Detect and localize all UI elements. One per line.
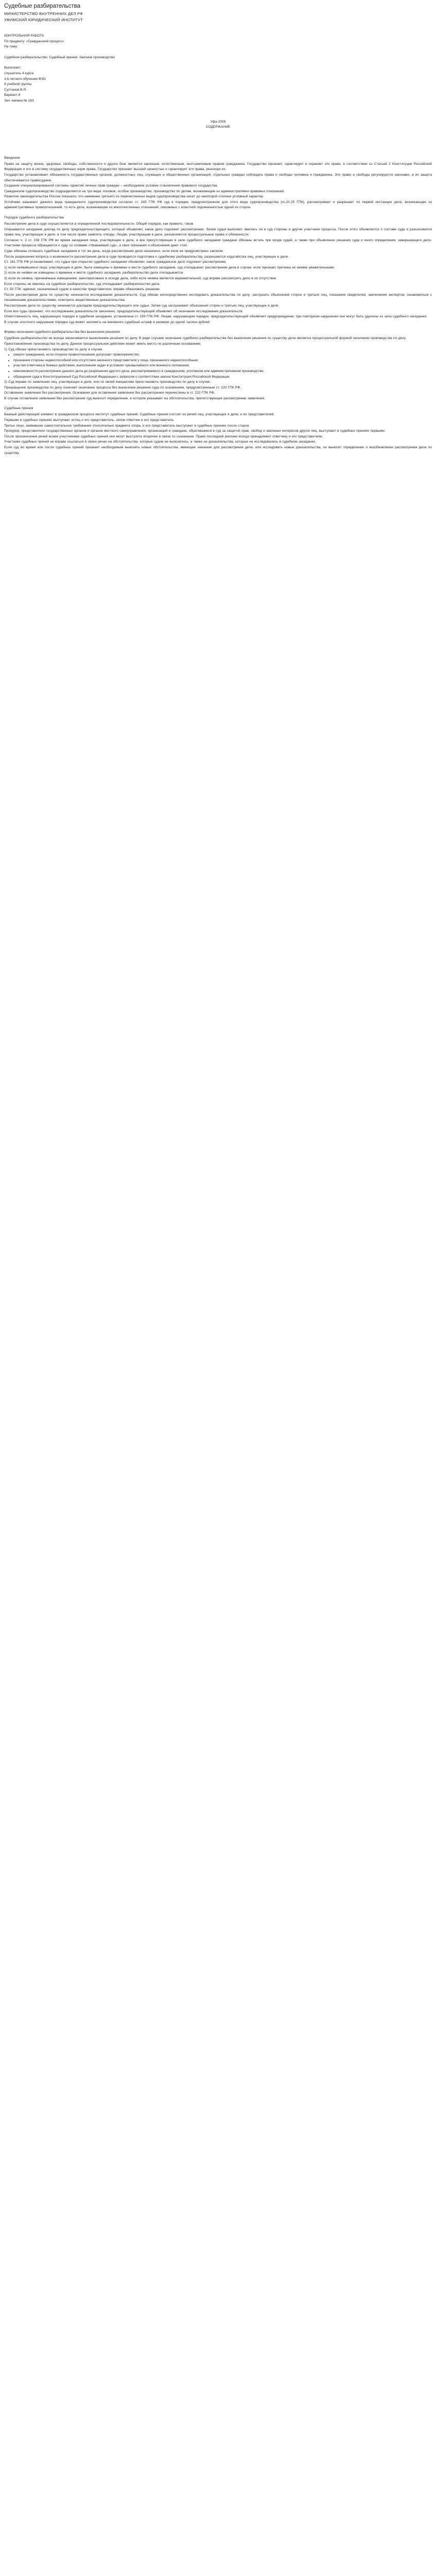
section-heading: Формы окончания судебного разбирательства без вынесения решения	[4, 330, 120, 334]
contents-heading: СОДЕРЖАНИЕ	[205, 125, 231, 129]
topic-label: На тему:	[4, 45, 18, 49]
paragraph: Оставление заявления без рассмотрения. Основания для оставления заявления без рассмотрения перечислены в ст. 222 ГПК РФ.	[4, 391, 215, 395]
paragraph: Ответственность лиц, нарушающих порядок в судебном заседании, установлена ст. 159 ГПК РФ. Лицам, нарушающим порядок, председательствующий объявляет предупреждение; при повторном нарушении они могут быть удалены из зала судебного заседания.	[4, 315, 427, 319]
paragraph: В случае оставления заявления без рассмотрения суд выносит определение, в котором указывает на обстоятельства, препятствующие рассмотрению заявления.	[4, 396, 265, 400]
course-line: 3,6 летнего обучения ФЗО	[4, 77, 46, 81]
student-line: слушатель 4 курса	[4, 71, 34, 75]
performed-label: Выполнил:	[4, 66, 22, 70]
paragraph: Устойчиво называют данного вида гражданского судопроизводства согласно ст. 245 ГПК РФ суд в порядке, предусмотренном для этого вида судопроизводства (гл.22-25 ГПК), рассматривает и разрешает по первой инстанции дела, возникающие из административных правоотношений, то есть дела, возникающие из многочисленных отношений, связанных с властной подчиненностью одной из сторон.	[4, 200, 432, 210]
document-page	[0, 0, 436, 456]
student-name: Султанов В.Я.	[4, 88, 27, 92]
institute-heading: УФИМСКИЙ ЮРИДИЧЕСКИЙ ИНСТИТУТ	[4, 18, 83, 22]
paragraph: Суды обязаны оглашать судебные заседания в тот же день, когда рассмотрение дела назначено, если иное не предусмотрено законом.	[4, 249, 224, 253]
paragraph: Согласно ч. 2 ст. 158 ГПК РФ во время заседания лица, участвующие в деле, и все присутствующие в зале судебного заседания граждане обязаны встать при входе судей, а также при объявлении решения суда и иного определения, завершающего дело. Участники процесса обращаются к суду со словами «Уважаемый суд», а свои показания и объяснения дают стоя.	[4, 238, 432, 248]
paragraph: 2) Суд вправе по заявлению лиц, участвующих в деле, или по своей инициативе приостановить производство по делу в случае:	[4, 380, 211, 384]
paragraph: 1) Суд обязан приостановить производство по делу в случае:	[4, 347, 103, 351]
paragraph: После разрешения вопроса о возможности рассмотрения дела в суде проводится подготовка к судебному разбирательству, разрешаются ходатайства лиц, участвующих в деле.	[4, 255, 289, 259]
paragraph: Ст. 161 ГПК РФ устанавливает, что судья при открытии судебного заседания объявляет, какое гражданское дело подлежит рассмотрению.	[4, 260, 227, 264]
section-heading: Порядок судебного разбирательства	[4, 216, 64, 220]
paragraph: Рассмотрение дела в суде осуществляется в определенной последовательности. Общий порядок, как правило, таков.	[4, 222, 195, 226]
list-item: • участия ответчика в боевых действиях, выполнения задач в условиях чрезвычайного или военного положения;	[13, 363, 432, 369]
record-book-line: Зач. книжка № 163	[4, 98, 34, 103]
variant-line: Вариант 6	[4, 93, 21, 97]
bullet-list	[4, 352, 432, 380]
list-item: • невозможности рассмотрения данного дела до разрешения другого дела, рассматриваемого в гражданском, уголовном или административном производстве;	[13, 369, 432, 375]
paragraph: Участники судебных прений не вправе ссылаться в своих речах на обстоятельства, которые судом не выяснялись, а также на доказательства, которые не исследовались в судебном заседании.	[4, 440, 316, 444]
paragraph: 2) если их неявки не извещены о времени и месте судебного заседания, разбирательство дела откладывается.	[4, 271, 184, 275]
subject-line: По предмету: «Гражданский процесс»	[4, 39, 64, 43]
paragraph: Важный действующий элемент в гражданском процессе институт судебных прений. Судебные прения состоят из речей лиц, участвующих в деле, и их представителей.	[4, 413, 275, 417]
paragraph: 1) если неявившиеся лица, участвующие в деле, были извещены о времени и месте судебного заседания, суд откладывает рассмотрение дела в случае, если признает причины их неявки уважительными;	[4, 265, 335, 269]
document-title: Судебные разбирательства	[4, 3, 81, 9]
paragraph: 3) если их неявка, причинённые извещением, заинтересовано в исходе дела, либо если неявка является неуважительной, суд вправе рассмотреть дело в их отсутствие.	[4, 277, 277, 280]
group-line: 8 учебной группы	[4, 82, 32, 87]
paragraph: Открывается заседание доклад по делу председательствующего, который объявляет, какое дело подлежит рассмотрению. Затем судья выясняет, явились ли в суд стороны и другие участники процесса. После этого объявляется о составе суда и разъясняются права лиц, участвующих в деле, в том числе право заявлять отводы. Лицам, участвующим в деле, разъясняются процессуальные права и обязанности.	[4, 227, 432, 237]
paragraph: Первыми в судебных прениях выступают истец и его представитель, затем ответчик и его представитель.	[4, 418, 175, 422]
paragraph: Если стороны не явились на судебное разбирательство, суд откладывает разбирательство дела.	[4, 282, 161, 286]
paragraph: Судебное разбирательство не всегда заканчивается вынесением решения по делу. В ряде случаев окончание судебного разбирательства без вынесения решения по существу дела является процессуальной формой окончания производства по делу.	[4, 336, 407, 341]
paragraph: Рассмотрение дела по существу начинается докладом председательствующего или судьи. Затем суд заслушивает объяснения сторон и третьих лиц, участвующих в деле.	[4, 303, 280, 308]
section-heading: Судебные прения	[4, 406, 33, 411]
list-item: • смерти гражданина, если спорное правоотношение допускает правопреемство;	[13, 352, 432, 358]
city-year: Уфа 2005	[210, 120, 226, 124]
paragraph: Если все суды признают, что исследование доказательств закончено, председательствующий объявляет об окончании исследования доказательств.	[4, 309, 243, 313]
paragraph: После рассмотрения дела по существу начинается исследование доказательств. Суд обязан непосредственно исследовать доказательства по делу: заслушать объяснения сторон и третьих лиц, показания свидетелей, заключения экспертов, ознакомиться с письменными доказательствами, осмотреть вещественные доказательства.	[4, 293, 432, 302]
paragraph: Прокурор, представители государственных органов и органов местного самоуправления, организаций и граждане, обратившиеся в суд за защитой прав, свобод и законных интересов других лиц, выступают в судебных прениях первыми.	[4, 429, 386, 433]
topic-name: Судебное разбирательство. Судебный прения. Заочное производство	[4, 55, 115, 59]
list-item: • обращения суда в Конституционный Суд Российской Федерации с запросом о соответствии закона Конституции Российской Федерации.	[13, 375, 432, 380]
paragraph: Право на защиту жизни, здоровья, свободы, собственности и других благ является законным, естественным, неотъемлемым правом гражданина. Государство признает, гарантирует и охраняет это право, в соответствии со Статьей 2 Конституции Российской Федерации и его в систему государственных норм права. Государство признает высшей ценностью и гарантирует эти права, реализуя их.	[4, 162, 432, 172]
paragraph: Прекращение производства по делу означает окончание процесса без вынесения решения суда по основаниям, предусмотренным ст. 220 ГПК РФ.	[4, 385, 241, 389]
paragraph: После произнесения речей всеми участниками судебных прений они могут выступить вторично в связи со сказанным. Право последней реплики всегда принадлежит ответчику и его представителю.	[4, 434, 323, 438]
ministry-heading: МИНИСТЕРСТВО ВНУТРЕННИХ ДЕЛ РФ	[4, 11, 83, 16]
work-type: КОНТРОЛЬНАЯ РАБОТА	[4, 34, 44, 38]
paragraph: Если суд во время или после судебных прений признает необходимым выяснить новые обстоятельства, имеющие значение для рассмотрения дела, или исследовать новые доказательства, он выносит определение о возобновлении рассмотрения дела по существу.	[4, 446, 432, 455]
paragraph: Гражданское судопроизводство подразделяется на три вида: исковое, особое производство, производство по делам, возникающим из административно-правовых отношений.	[4, 189, 285, 193]
paragraph: Государство устанавливает обязанность государственных органов, должностных лиц, служащих и общественных организаций, отдельных граждан соблюдать права и свободы человека и гражданина. Это право и свободы регулируются законами, а их защита обеспечивается правосудием.	[4, 173, 432, 182]
paragraph: Третье лицо, заявившее самостоятельное требование относительно предмета спора, и его представитель выступают в судебных прениях после сторон.	[4, 423, 250, 428]
paragraph: Ст. 50 ГПК: адвокат, назначенный судом в качестве представителя, вправе обжаловать решение.	[4, 287, 161, 292]
paragraph: Приостановление производства по делу. Данное процессуальное действие может иметь место по различным основаниям.	[4, 342, 201, 346]
list-item: • признания стороны недееспособной или отсутствия законного представителя у лица, признанного недееспособным;	[13, 358, 432, 364]
paragraph: Развитие законодательства России показало, что наименее третьего из перечисленных видов судопроизводства несет до некоторой степени условный характер.	[4, 195, 264, 199]
section-heading: Введение	[4, 156, 20, 160]
paragraph: Создание специализированной системы гарантий личных прав граждан – необходимое условие становления правового государства.	[4, 184, 218, 188]
paragraph: В случае злостного нарушения порядка суд может наложить на виновного судебный штраф в размере до одной тысячи рублей.	[4, 320, 211, 324]
